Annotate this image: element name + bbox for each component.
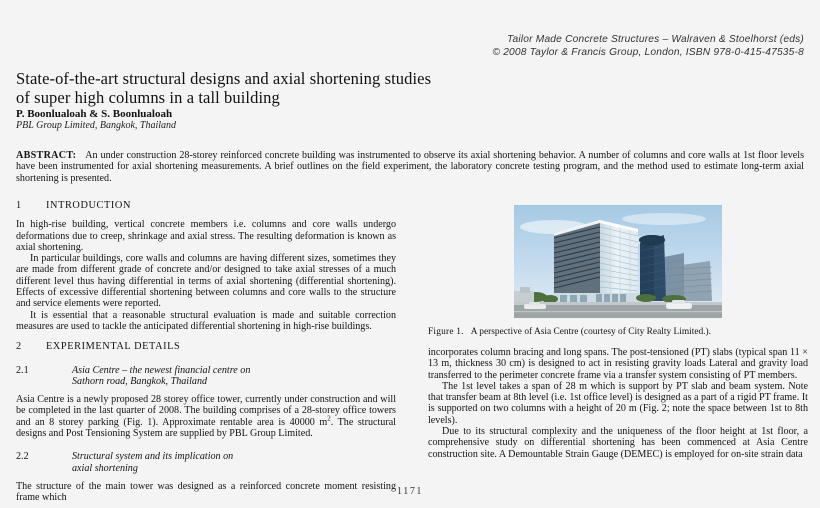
- subsection-title-2-1-line-1: Asia Centre – the newest financial centre on: [72, 364, 251, 376]
- running-head-line-2: © 2008 Taylor & Francis Group, London, ISBN 978-0-415-47535-8: [492, 47, 804, 58]
- intro-paragraph-3: It is essential that a reasonable structural evaluation is made and suitable correction measures are used to tackle the anticipated differential shortening in high-rise buildings.: [16, 309, 396, 332]
- abstract-block: [16, 150, 804, 184]
- figure-1-caption-text: A perspective of Asia Centre (courtesy of City Realty Limited.).: [470, 327, 711, 337]
- section-title-experimental-details: EXPERIMENTAL DETAILS: [46, 341, 181, 353]
- subsection-title-2-2-line-1: Structural system and its implication on: [72, 451, 234, 463]
- subsection-2-2-paragraph-1-part-b: incorporates column bracing and long spans. The post-tensioned (PT) slabs (typical span 11 × 13 m, thickness 30 cm) is designed to act in resisting gravity loads Lateral and gravity load transferred to the perimeter concrete frame via a transfer system consisting of PT members.: [428, 347, 808, 381]
- author-affiliation: PBL Group Limited, Bangkok, Thailand: [16, 120, 176, 131]
- office-tower-rendering-icon: [514, 205, 722, 318]
- subsection-number-2-2: 2.2: [16, 451, 29, 463]
- section-number-2: 2: [16, 341, 22, 353]
- running-head-line-1: Tailor Made Concrete Structures – Walraven & Stoelhorst (eds): [506, 34, 804, 45]
- figure-1-image: [514, 205, 722, 318]
- page-title-line-2: of super high columns in a tall building: [16, 88, 280, 107]
- intro-paragraph-1: In high-rise building, vertical concrete members i.e. columns and core walls undergo deformations due to creep, shrinkage and axial stress. The resulting deformation is known as axial shortening.: [16, 219, 396, 253]
- abstract-label: ABSTRACT:: [16, 150, 77, 161]
- subsection-2-1-text-a: Asia Centre is a newly proposed 28 storey office tower, currently under construction and will be completed in the last quarter of 2008. The building comprises of a 28-storey office towers and an 8 storey parking (Fig. 1). Approximate rentable area is 40000 m: [16, 394, 396, 428]
- section-title-introduction: INTRODUCTION: [46, 200, 131, 211]
- abstract-text: An under construction 28-storey reinforced concrete building was instrumented to observe its axial shortening behavior. A number of columns and core walls at 1st floor levels have been instrumented for axial shortening measurements. A brief outlines on the field experiment, the laboratory concrete testing program, and the method used to estimate long-term axial shortening is presented.: [16, 150, 804, 184]
- running-head: [492, 33, 804, 59]
- subsection-heading-2-1: [16, 365, 396, 388]
- page-number: 1171: [396, 486, 424, 497]
- column-left: [16, 200, 396, 504]
- section-heading-introduction: [16, 200, 396, 211]
- subsection-2-2-paragraph-2: The 1st level takes a span of 28 m which is support by PT slab and beam system. Note that transfer beam at 8th level (i.e. 1st office level) is designed as a part of a rigid PT frame. It is supported on two columns with a height of 20 m (Fig. 2; note the space between 1st to 8th levels).: [428, 380, 808, 426]
- area-unit-superscript: 2: [327, 414, 331, 423]
- spacer-caption: [428, 325, 808, 347]
- subsection-2-1-paragraph-1: [16, 394, 396, 439]
- subsection-title-2-2: [72, 451, 396, 474]
- spacer: [16, 332, 396, 341]
- figure-1-label: Figure 1.: [428, 327, 464, 337]
- section-number-1: 1: [16, 200, 22, 211]
- author-names: P. Boonlualoah & S. Boonlualoah: [16, 108, 173, 120]
- intro-paragraph-2: In particular buildings, core walls and columns are having different sizes, sometimes they are made from different grade of concrete and/or designed to take axial stresses of a much different level thus having differential in terms of axial shortening (differential shortening). Effects of excessive differential shortening between columns and core walls to the structure and service elements were reported.: [16, 253, 396, 310]
- subsection-number-2-1: 2.1: [16, 364, 29, 376]
- column-right: [428, 325, 808, 460]
- subsection-title-2-1-line-2: Sathorn road, Bangkok, Thailand: [72, 375, 208, 387]
- subsection-2-1-text-b: . The structural designs and Post Tensioning System are supplied by PBL Group Limited.: [16, 416, 396, 440]
- subsection-title-2-2-line-2: axial shortening: [72, 462, 138, 474]
- subsection-2-2-paragraph-3: Due to its structural complexity and the uniqueness of the floor height at 1st floor, a comprehensive study on differential shortening has been commenced at Asia Centre construction site. A Demountable Strain Gauge (DEMEC) is employed for on-site strain data: [428, 426, 808, 460]
- subsection-title-2-1: [72, 365, 396, 388]
- subsection-heading-2-2: [16, 451, 396, 474]
- page-title-line-1: State-of-the-art structural designs and axial shortening studies: [16, 69, 432, 88]
- section-heading-experimental-details: [16, 341, 396, 352]
- subsection-2-2-paragraph-1-part-a: The structure of the main tower was designed as a reinforced concrete moment resisting frame which: [16, 480, 396, 504]
- page-title: [16, 69, 796, 107]
